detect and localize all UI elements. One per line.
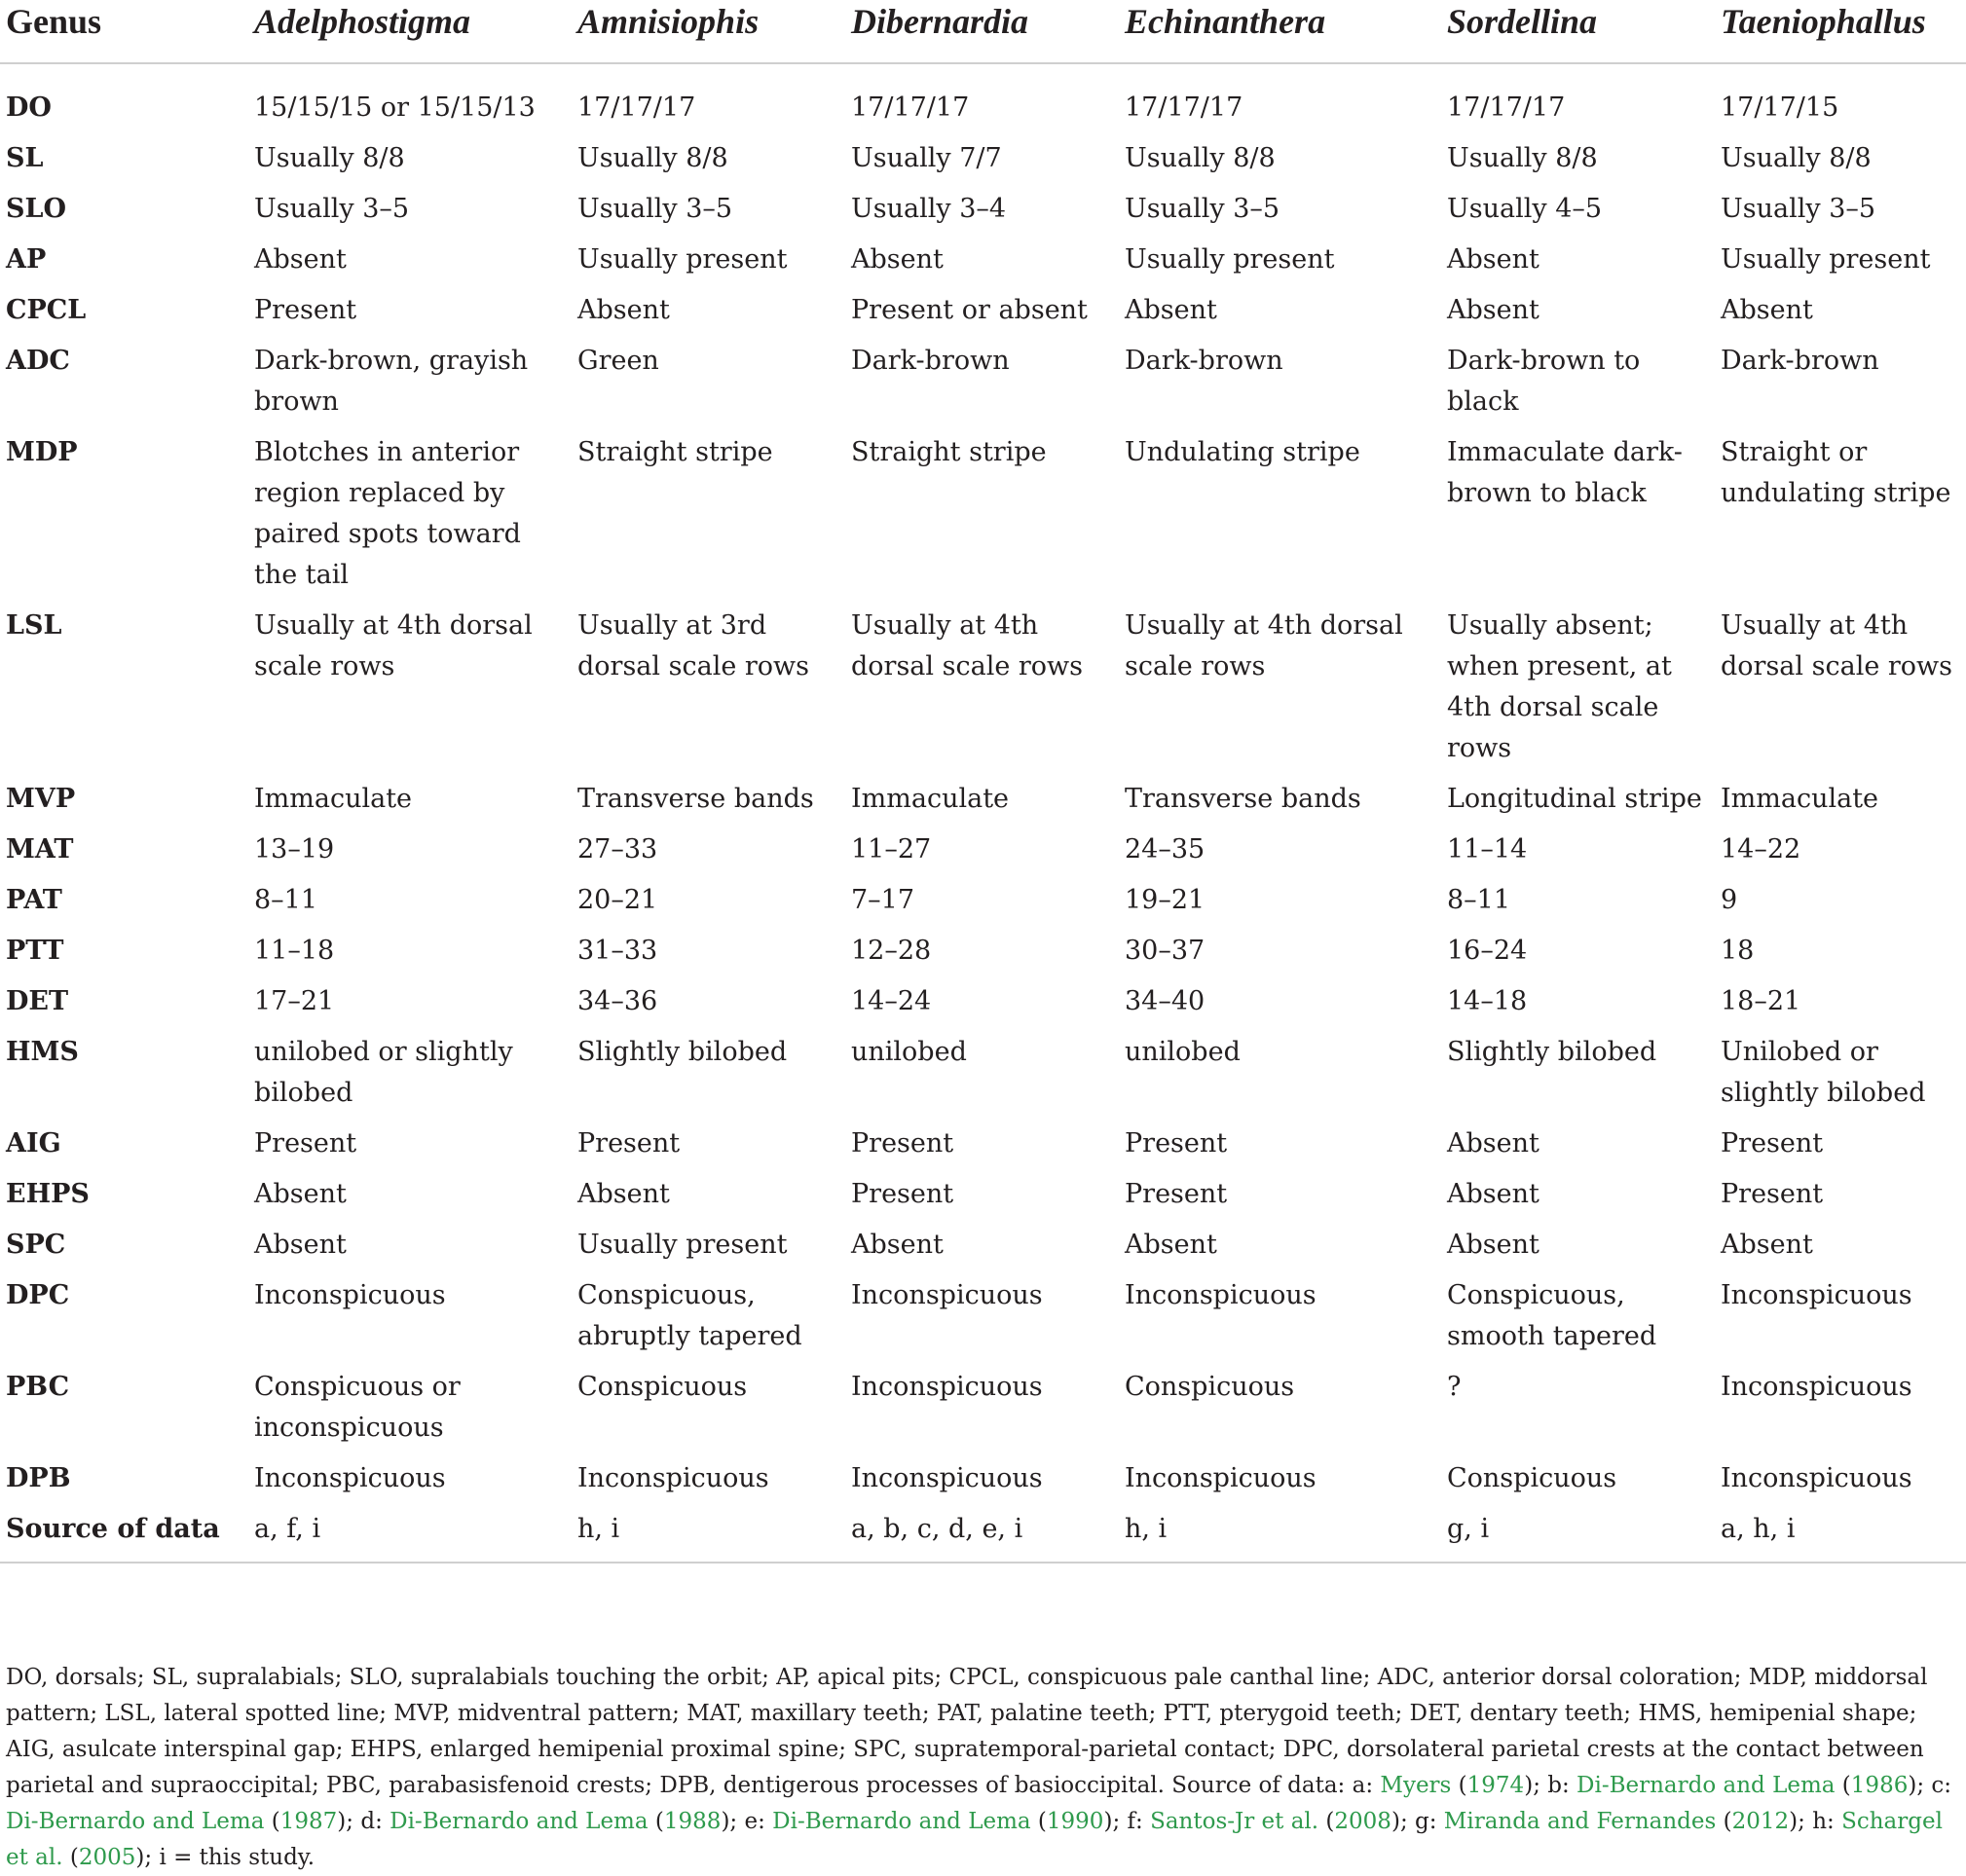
table-row: [0, 1032, 1966, 1123]
table-cell: Slightly bilobed: [1447, 1037, 1657, 1067]
table-cell: Inconspicuous: [851, 1280, 1043, 1310]
paren-close: ): [1908, 1773, 1917, 1798]
row-label: SPC: [6, 1230, 66, 1260]
table-cell: Usually present: [577, 244, 788, 275]
table-cell: Inconspicuous: [254, 1280, 446, 1310]
table-row: [0, 1367, 1966, 1458]
table-cell: Usually 8/8: [254, 143, 405, 173]
table-cell: Immaculate: [254, 784, 413, 814]
header-amnisiophis: Amnisiophis: [577, 2, 760, 41]
row-label: ADC: [6, 346, 70, 376]
header-row: [0, 0, 1966, 63]
source-separator: ;: [1798, 1809, 1813, 1834]
table-row: [0, 931, 1966, 981]
table-cell: Inconspicuous: [851, 1372, 1043, 1402]
table-cell: Straight or undulating stripe: [1721, 437, 1951, 508]
table-row: [0, 1174, 1966, 1225]
paren-close: ): [1103, 1809, 1113, 1834]
table-cell: Absent: [1447, 1128, 1539, 1159]
table-cell: Usually 3–5: [1721, 194, 1876, 224]
row-label: MVP: [6, 784, 76, 814]
table-cell: Present: [1125, 1179, 1228, 1209]
table-cell: 30–37: [1125, 936, 1206, 966]
source-year-link[interactable]: 2012: [1731, 1809, 1790, 1834]
source-author-link[interactable]: Miranda and Fernandes: [1443, 1809, 1717, 1834]
row-label: PTT: [6, 936, 64, 966]
table-cell: Absent: [254, 1179, 347, 1209]
source-year-link[interactable]: 2005: [78, 1845, 136, 1870]
table-footnote: [6, 1660, 1961, 1876]
table-cell: 17–21: [254, 986, 335, 1016]
paren-close: ): [1789, 1809, 1799, 1834]
table-row: [0, 239, 1966, 290]
table-cell: Usually 3–5: [254, 194, 410, 224]
table-row: [0, 138, 1966, 189]
table-row: [0, 1123, 1966, 1174]
source-separator: ;: [1916, 1773, 1932, 1798]
paren-open: (: [1318, 1809, 1335, 1834]
source-year-link[interactable]: 1986: [1850, 1773, 1909, 1798]
table-cell: Dark-brown to black: [1447, 346, 1641, 417]
table-row: [0, 1275, 1966, 1367]
table-cell: 14–18: [1447, 986, 1528, 1016]
table-row: [0, 63, 1966, 138]
source-separator: ;: [1533, 1773, 1548, 1798]
table-cell: 20–21: [577, 885, 658, 915]
table-cell: Usually 3–5: [1125, 194, 1280, 224]
table-cell: Inconspicuous: [577, 1463, 769, 1493]
table-cell: Usually present: [1721, 244, 1931, 275]
table-cell: Conspicuous, smooth tapered: [1447, 1280, 1657, 1351]
table-cell: Usually at 4th dorsal scale rows: [1125, 610, 1403, 681]
table-cell: a, b, c, d, e, i: [851, 1514, 1023, 1544]
table-cell: Conspicuous, abruptly tapered: [577, 1280, 802, 1351]
table-cell: 31–33: [577, 936, 658, 966]
table-cell: 9: [1721, 885, 1738, 915]
table-cell: 17/17/17: [1447, 92, 1566, 123]
source-year-link[interactable]: 2008: [1334, 1809, 1391, 1834]
table-row: [0, 189, 1966, 239]
source-year-link[interactable]: 1974: [1466, 1773, 1525, 1798]
source-author-link[interactable]: Di-Bernardo and Lema: [389, 1809, 649, 1834]
table-cell: Present: [1125, 1128, 1228, 1159]
source-separator: ;: [729, 1809, 745, 1834]
table-cell: Inconspicuous: [1721, 1280, 1912, 1310]
source-prefix: h:: [1812, 1809, 1842, 1834]
table-cell: Usually present: [577, 1230, 788, 1260]
table-cell: Absent: [1447, 295, 1539, 325]
footnote-tail: i = this study.: [159, 1845, 315, 1870]
source-author-link[interactable]: Di-Bernardo and Lema: [1577, 1773, 1836, 1798]
table-cell: Absent: [254, 1230, 347, 1260]
paren-close: ): [1391, 1809, 1400, 1834]
paren-open: (: [264, 1809, 280, 1834]
source-year-link[interactable]: 1988: [663, 1809, 722, 1834]
table-cell: Longitudinal stripe: [1447, 784, 1702, 814]
table-cell: 14–24: [851, 986, 932, 1016]
header-echinanthera: Echinanthera: [1125, 2, 1326, 41]
header-adelphostigma: Adelphostigma: [254, 2, 471, 41]
table-cell: unilobed: [851, 1037, 967, 1067]
table-cell: Dark-brown, grayish brown: [254, 346, 529, 417]
table-cell: Usually absent; when present, at 4th dorsal scale rows: [1447, 610, 1672, 763]
source-year-link[interactable]: 1990: [1046, 1809, 1104, 1834]
row-label: AP: [6, 244, 47, 275]
table-cell: Usually 7/7: [851, 143, 1002, 173]
table-cell: 17/17/17: [1125, 92, 1243, 123]
header-genus: Genus: [6, 2, 102, 41]
paren-close: ): [337, 1809, 347, 1834]
table-cell: 17/17/15: [1721, 92, 1839, 123]
header-dibernardia: Dibernardia: [851, 2, 1029, 41]
table-cell: Conspicuous or inconspicuous: [254, 1372, 461, 1443]
table-cell: ?: [1447, 1372, 1462, 1402]
table-cell: 11–27: [851, 834, 932, 864]
table-cell: Inconspicuous: [1125, 1463, 1317, 1493]
table-cell: unilobed: [1125, 1037, 1241, 1067]
source-year-link[interactable]: 1987: [279, 1809, 338, 1834]
table-cell: Absent: [1721, 295, 1813, 325]
table-row: [0, 981, 1966, 1032]
table-cell: Transverse bands: [1125, 784, 1361, 814]
table-cell: Present or absent: [851, 295, 1088, 325]
row-label: Source of data: [6, 1514, 220, 1544]
source-prefix: b:: [1547, 1773, 1577, 1798]
table-cell: Present: [254, 1128, 357, 1159]
table-cell: Inconspicuous: [1721, 1372, 1912, 1402]
table-cell: 18–21: [1721, 986, 1801, 1016]
table-cell: Usually 8/8: [1447, 143, 1598, 173]
table-cell: 12–28: [851, 936, 932, 966]
row-label: DO: [6, 92, 52, 123]
table-cell: Usually 3–5: [577, 194, 733, 224]
paren-close: ): [721, 1809, 730, 1834]
table-cell: Slightly bilobed: [577, 1037, 788, 1067]
table-cell: Dark-brown: [1125, 346, 1283, 376]
table-cell: 16–24: [1447, 936, 1528, 966]
paren-open: (: [62, 1845, 79, 1870]
source-prefix: g:: [1415, 1809, 1444, 1834]
paren-open: (: [1835, 1773, 1851, 1798]
table-cell: Present: [851, 1179, 954, 1209]
table-cell: Usually 8/8: [1721, 143, 1872, 173]
table-cell: 24–35: [1125, 834, 1206, 864]
table-cell: Absent: [1447, 244, 1539, 275]
row-label: PAT: [6, 885, 62, 915]
source-separator: ;: [1112, 1809, 1128, 1834]
table-cell: Immaculate: [851, 784, 1010, 814]
table-cell: Blotches in anterior region replaced by paired spots toward the tail: [254, 437, 521, 590]
source-separator: ;: [346, 1809, 361, 1834]
row-label: SL: [6, 143, 44, 173]
paren-open: (: [1451, 1773, 1467, 1798]
table-row: [0, 432, 1966, 606]
table-cell: Absent: [254, 244, 347, 275]
table-cell: Dark-brown: [1721, 346, 1879, 376]
paren-close: ): [1524, 1773, 1534, 1798]
table-cell: 8–11: [1447, 885, 1511, 915]
table-cell: 14–22: [1721, 834, 1801, 864]
source-separator: ;: [144, 1845, 160, 1870]
table-cell: Conspicuous: [1447, 1463, 1617, 1493]
table-cell: 27–33: [577, 834, 658, 864]
table-cell: Green: [577, 346, 659, 376]
source-author-link[interactable]: Di-Bernardo and Lema: [772, 1809, 1031, 1834]
source-author-link[interactable]: Schargel et al.: [6, 1809, 1943, 1870]
source-author-link[interactable]: Di-Bernardo and Lema: [6, 1809, 265, 1834]
table-cell: Inconspicuous: [851, 1463, 1043, 1493]
table-cell: Straight stripe: [851, 437, 1047, 467]
table-cell: Inconspicuous: [1721, 1463, 1912, 1493]
table-cell: Usually 8/8: [1125, 143, 1276, 173]
source-author-link[interactable]: Santos-Jr et al.: [1150, 1809, 1319, 1834]
paren-open: (: [1716, 1809, 1732, 1834]
table-cell: Present: [851, 1128, 954, 1159]
table-cell: Absent: [1447, 1179, 1539, 1209]
source-separator: ;: [1399, 1809, 1415, 1834]
table-cell: Inconspicuous: [1125, 1280, 1317, 1310]
table-cell: Absent: [577, 295, 670, 325]
table-row: [0, 1225, 1966, 1275]
footnote-abbreviations: DO, dorsals; SL, supralabials; SLO, supralabials touching the orbit; AP, apical pits; CPCL, conspicuous pale canthal line; ADC, anterior dorsal coloration; MDP, middorsal pattern; LSL, lateral spotted line; MVP, midventral pattern; MAT, maxillary teeth; PAT, palatine teeth; PTT, pterygoid teeth; DET, dentary teeth; HMS, hemipenial shape; AIG, asulcate interspinal gap; EHPS, enlarged hemipenial proximal spine; SPC, supratemporal-parietal contact; DPC, dorsolateral parietal crests at the contact between parietal and supraoccipital; PBC, parabasisfenoid crests; DPB, dentigerous processes of basioccipital. Source of data:: [6, 1665, 1928, 1798]
table-cell: 8–11: [254, 885, 318, 915]
row-label: DPB: [6, 1463, 71, 1493]
table-cell: Usually at 4th dorsal scale rows: [254, 610, 533, 681]
table-row: [0, 606, 1966, 779]
table-cell: Usually at 4th dorsal scale rows: [851, 610, 1084, 681]
source-author-link[interactable]: Myers: [1380, 1773, 1452, 1798]
table-cell: Present: [254, 295, 357, 325]
source-prefix: c:: [1931, 1773, 1952, 1798]
paren-open: (: [648, 1809, 664, 1834]
table-cell: Absent: [1125, 1230, 1217, 1260]
table-cell: Present: [577, 1128, 681, 1159]
table-cell: a, f, i: [254, 1514, 321, 1544]
table-cell: h, i: [577, 1514, 620, 1544]
source-prefix: d:: [360, 1809, 390, 1834]
table-cell: Usually 8/8: [577, 143, 728, 173]
header-sordellina: Sordellina: [1447, 2, 1598, 41]
row-label: CPCL: [6, 295, 87, 325]
table-cell: unilobed or slightly bilobed: [254, 1037, 513, 1108]
table-row: [0, 779, 1966, 829]
table-row: [0, 880, 1966, 931]
table-cell: 15/15/15 or 15/15/13: [254, 92, 536, 123]
table-row: [0, 829, 1966, 880]
table-cell: Absent: [851, 244, 944, 275]
table-cell: Usually present: [1125, 244, 1335, 275]
table-cell: 34–36: [577, 986, 658, 1016]
table-cell: Unilobed or slightly bilobed: [1721, 1037, 1926, 1108]
table-cell: Absent: [851, 1230, 944, 1260]
table-cell: Dark-brown: [851, 346, 1010, 376]
table-cell: Absent: [577, 1179, 670, 1209]
table-cell: Absent: [1721, 1230, 1813, 1260]
table-cell: Conspicuous: [1125, 1372, 1295, 1402]
row-label: AIG: [6, 1128, 61, 1159]
table-body: [0, 63, 1966, 1563]
paren-open: (: [1030, 1809, 1047, 1834]
table-row: [0, 1509, 1966, 1563]
table-cell: Conspicuous: [577, 1372, 748, 1402]
row-label: MDP: [6, 437, 78, 467]
table-cell: Present: [1721, 1179, 1824, 1209]
row-label: EHPS: [6, 1179, 90, 1209]
row-label: LSL: [6, 610, 62, 641]
table-cell: 11–14: [1447, 834, 1528, 864]
row-label: PBC: [6, 1372, 70, 1402]
header-taeniophallus: Taeniophallus: [1721, 2, 1926, 41]
table-cell: Usually at 4th dorsal scale rows: [1721, 610, 1953, 681]
row-label: HMS: [6, 1037, 79, 1067]
table-cell: Usually at 3rd dorsal scale rows: [577, 610, 810, 681]
source-prefix: f:: [1127, 1809, 1151, 1834]
table-cell: 7–17: [851, 885, 915, 915]
table-cell: Immaculate dark-brown to black: [1447, 437, 1683, 508]
table-cell: Straight stripe: [577, 437, 773, 467]
table-cell: Usually 3–4: [851, 194, 1007, 224]
table-cell: g, i: [1447, 1514, 1490, 1544]
table-cell: Present: [1721, 1128, 1824, 1159]
table-cell: 13–19: [254, 834, 335, 864]
source-prefix: e:: [744, 1809, 773, 1834]
table-cell: 11–18: [254, 936, 335, 966]
source-prefix: a:: [1352, 1773, 1381, 1798]
table-cell: Inconspicuous: [254, 1463, 446, 1493]
table-cell: h, i: [1125, 1514, 1168, 1544]
row-label: DET: [6, 986, 69, 1016]
table-cell: Absent: [1447, 1230, 1539, 1260]
table-row: [0, 341, 1966, 432]
table-cell: Absent: [1125, 295, 1217, 325]
row-label: SLO: [6, 194, 67, 224]
table-cell: 34–40: [1125, 986, 1206, 1016]
paren-close: ): [135, 1845, 145, 1870]
table-row: [0, 1458, 1966, 1509]
table-cell: 17/17/17: [851, 92, 970, 123]
table-cell: a, h, i: [1721, 1514, 1796, 1544]
table-cell: 18: [1721, 936, 1755, 966]
table-cell: Usually 4–5: [1447, 194, 1603, 224]
table-cell: Undulating stripe: [1125, 437, 1360, 467]
table-cell: 17/17/17: [577, 92, 696, 123]
table-row: [0, 290, 1966, 341]
table-cell: Transverse bands: [577, 784, 814, 814]
row-label: DPC: [6, 1280, 70, 1310]
table-cell: 19–21: [1125, 885, 1206, 915]
table-cell: Immaculate: [1721, 784, 1879, 814]
row-label: MAT: [6, 834, 74, 864]
